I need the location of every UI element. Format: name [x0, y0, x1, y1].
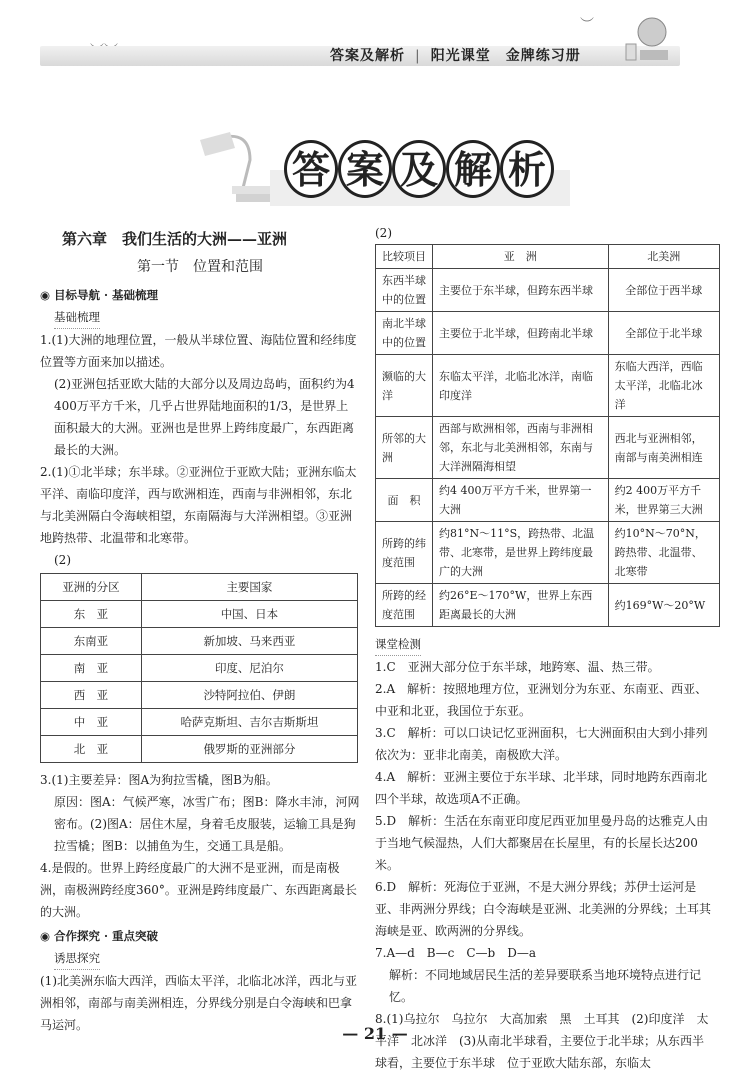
basic-label: 基础梳理 [54, 306, 100, 329]
page-header [0, 0, 750, 80]
table-header: 北美洲 [608, 245, 719, 269]
answer-paragraph: 4.A 解析：亚洲主要位于东半球、北半球，同时地跨东西南北四个半球，故选项A不正确。 [375, 770, 708, 806]
bird-icon: ︶ [580, 17, 594, 33]
answer-paragraph: 8.(1)乌拉尔 乌拉尔 大高加索 黑 土耳其 (2)印度洋 太平洋 北冰洋 (3)从南北半球看，主要位于北半球；从东西半球看，主要位于东半球 位于亚欧大陆东部，东临太 [375, 1012, 709, 1070]
table-row: 东 亚 中国、日本 [41, 601, 358, 628]
answer-paragraph: 2.(1)①北半球；东半球。②亚洲位于亚欧大陆；亚洲东临太平洋、南临印度洋，西与欧洲相连，西南与非洲相邻，东北与北美洲隔白令海峡相望，东南隔海与大洋洲相望。③亚洲地跨热带、北温带和北寒带。 [40, 465, 357, 545]
answer-paragraph: 7.A—d B—c C—b D—a [375, 946, 536, 960]
banner-char: 及 [392, 140, 446, 198]
table-row: 濒临的大洋 东临太平洋，北临北冰洋，南临印度洋 东临大西洋，西临太平洋，北临北冰洋 [376, 355, 720, 417]
check-label: 课堂检测 [375, 633, 421, 656]
asia-namerica-compare-table [375, 244, 720, 627]
banner-char: 解 [446, 140, 500, 198]
table-row: 中 亚 哈萨克斯坦、吉尔吉斯斯坦 [41, 709, 358, 736]
answer-banner [284, 140, 554, 200]
table-row: 西 亚 沙特阿拉伯、伊朗 [41, 682, 358, 709]
table-row: 面 积 约4 400万平方千米，世界第一大洲 约2 400万平方千米，世界第三大洲 [376, 479, 720, 522]
answer-paragraph: (2)亚洲包括亚欧大陆的大部分以及周边岛屿，面积约为4 400万平方千米，几乎占世界陆地面积的1/3，是世界上面积最大的大洲。亚洲也是世界上跨纬度最广，东西距离最长的大洲。 [54, 377, 355, 457]
header-left: 答案及解析 [330, 48, 405, 64]
answer-paragraph: 6.D 解析：死海位于亚洲，不是大洲分界线；苏伊士运河是亚、非两洲分界线；白令海峡是亚洲、北美洲的分界线；土耳其海峡是亚、欧两洲的分界线。 [375, 880, 712, 938]
table-row: 南 亚 印度、尼泊尔 [41, 655, 358, 682]
table-header: 亚洲的分区 [41, 574, 142, 601]
banner-char: 答 [284, 140, 338, 198]
answer-paragraph: 解析：不同地域居民生活的差异要联系当地环境特点进行记忆。 [389, 968, 702, 1004]
induce-label: 诱思探究 [54, 947, 100, 970]
banner-char: 析 [500, 140, 554, 198]
header-text: 答案及解析 | 阳光课堂 金牌练习册 [330, 48, 581, 64]
table-row: 南北半球中的位置 主要位于北半球，但跨南北半球 全部位于北半球 [376, 312, 720, 355]
page-number: — 21 — [342, 1024, 408, 1043]
table-header: 亚 洲 [433, 245, 609, 269]
answer-paragraph: 5.D 解析：生活在东南亚印度尼西亚加里曼丹岛的达雅克人由于当地气候湿热，人们大都聚居在长屋里，有的长屋长达200米。 [375, 814, 709, 872]
answer-paragraph: 2.A 解析：按照地理方位，亚洲划分为东亚、东南亚、西亚、中亚和北亚，我国位于东亚。 [375, 682, 708, 718]
asia-regions-table [40, 573, 358, 763]
answer-paragraph: (1)北美洲东临大西洋，西临太平洋，北临北冰洋，西北与亚洲相邻，南部与南美洲相连，分界线分别是白令海峡和巴拿马运河。 [40, 974, 358, 1032]
right-column [375, 222, 715, 1074]
goal-label: ◉ 目标导航 · 基础梳理 [40, 288, 159, 302]
left-column [40, 222, 360, 1036]
header-right: 阳光课堂 金牌练习册 [430, 48, 581, 64]
table-row: 东南亚 新加坡、马来西亚 [41, 628, 358, 655]
table-row: 东西半球中的位置 主要位于东半球，但跨东西半球 全部位于西半球 [376, 269, 720, 312]
table-header: 主要国家 [141, 574, 357, 601]
table-header: 比较项目 [376, 245, 433, 269]
answer-paragraph: 原因：图A：气候严寒，冰雪广布；图B：降水丰沛，河网密布。(2)图A：居住木屋，身着毛皮服装，运输工具是狗拉雪橇；图B：以捕鱼为生，交通工具是船。 [54, 795, 360, 853]
globe-icon [620, 6, 680, 66]
section-icon: ◉ [40, 929, 55, 943]
answer-paragraph: 1.(1)大洲的地理位置，一般从半球位置、海陆位置和经纬度位置等方面来加以描述。 [40, 333, 357, 369]
answer-paragraph: 1.C 亚洲大部分位于东半球，地跨寒、温、热三带。 [375, 660, 660, 674]
table-row: 所跨的经度范围 约26°E～170°W，世界上东西距离最长的大洲 约169°W～20°W [376, 584, 720, 627]
section-icon: ◉ [40, 288, 55, 302]
table-row: 所邻的大洲 西部与欧洲相邻，西南与非洲相邻，东北与北美洲相邻，东南与大洋洲隔海相望 西北与亚洲相邻，南部与南美洲相连 [376, 417, 720, 479]
answer-paragraph: 3.(1)主要差异：图A为狗拉雪橇，图B为船。 [40, 773, 278, 787]
answer-paragraph: 4.是假的。世界上跨经度最广的大洲不是亚洲，而是南极洲，南极洲跨经度360°。亚洲是跨纬度最广、东西距离最长的大洲。 [40, 861, 357, 919]
table-row: 北 亚 俄罗斯的亚洲部分 [41, 736, 358, 763]
chapter-title: 第六章 我们生活的大洲——亚洲 [62, 230, 288, 248]
coop-label: ◉ 合作探究 · 重点突破 [40, 929, 159, 943]
section-title: 第一节 位置和范围 [137, 259, 263, 275]
answer-paragraph: (2) [54, 553, 71, 567]
banner-char: 案 [338, 140, 392, 198]
answer-paragraph: 3.C 解析：可以口诀记忆亚洲面积，七大洲面积由大到小排列依次为：亚非北南美，南极欧大洋。 [375, 726, 708, 762]
subquestion-label: (2) [375, 226, 392, 240]
table-row: 所跨的纬度范围 约81°N～11°S，跨热带、北温带、北寒带，是世界上跨纬度最广的大洲 约10°N～70°N，跨热带、北温带、北寒带 [376, 522, 720, 584]
